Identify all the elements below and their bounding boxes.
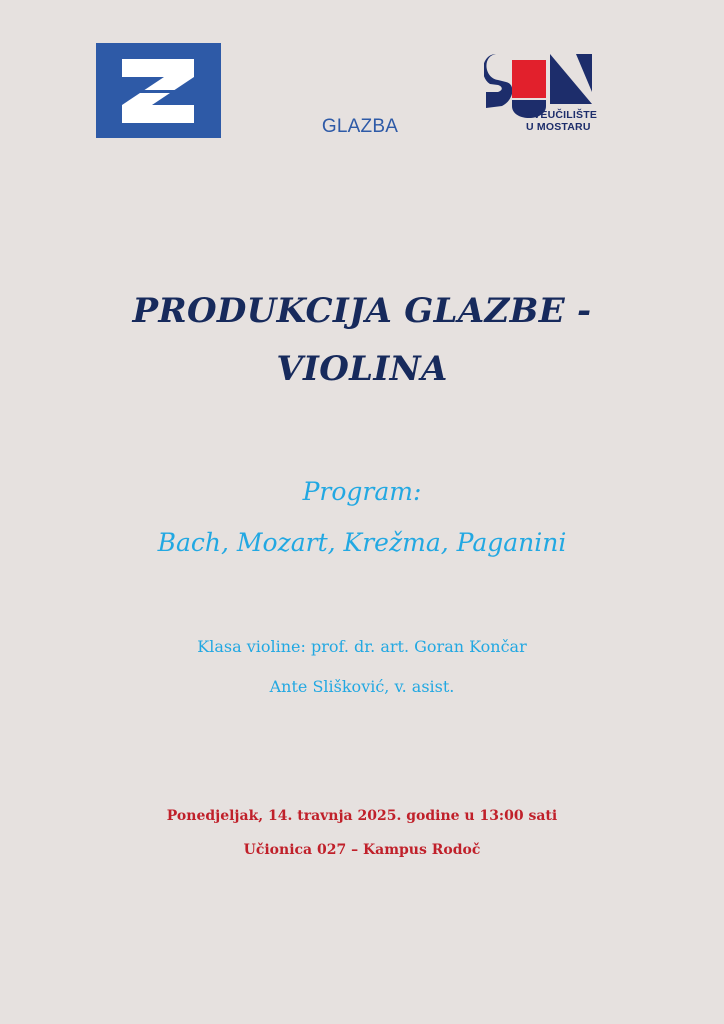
z-letter-logo-icon bbox=[96, 43, 221, 138]
event-title bbox=[40, 282, 684, 398]
program-composers: Bach, Mozart, Krežma, Paganini bbox=[157, 528, 567, 557]
department-label: GLAZBA bbox=[321, 116, 399, 137]
university-name bbox=[526, 109, 597, 133]
class-info-assistant: Ante Slišković, v. asist. bbox=[269, 677, 455, 696]
university-name-line1: SVEUČILIŠTE bbox=[526, 109, 598, 121]
event-date-time: Ponedjeljak, 14. travnja 2025. godine u 13:00 sati bbox=[166, 808, 558, 824]
event-location: Učionica 027 – Kampus Rodoč bbox=[243, 842, 481, 858]
event-title-line2: VIOLINA bbox=[276, 349, 448, 389]
sum-university-logo-icon bbox=[484, 52, 644, 142]
university-name-line2: U MOSTARU bbox=[526, 121, 591, 133]
program-heading: Program: bbox=[302, 477, 422, 506]
class-info-professor: Klasa violine: prof. dr. art. Goran Končar bbox=[197, 637, 527, 656]
event-title-line1: PRODUKCIJA GLAZBE - bbox=[132, 291, 592, 331]
